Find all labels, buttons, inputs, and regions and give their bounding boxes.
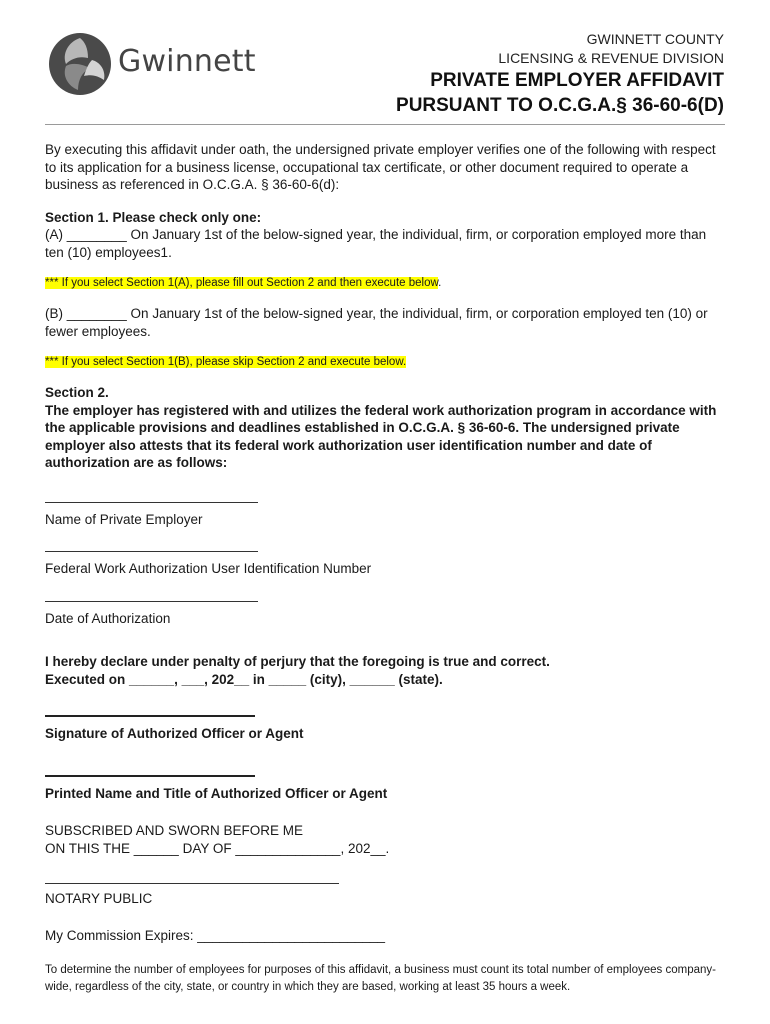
section2-text: The employer has registered with and utilizes the federal work authorization program in accordance with the applicable provisions and deadlines established in O.C.G.A. § 36-60-6. The undersigned private employer also attests that its federal work authorization user identification number and date of authorization are as follows: [45,402,717,470]
signature-line[interactable] [45,715,255,717]
commission-expires: My Commission Expires: _________________________ [45,927,385,943]
user-id-label: Federal Work Authorization User Identification Number [45,561,372,576]
form-title: PRIVATE EMPLOYER AFFIDAVIT [430,70,724,91]
sworn-block [45,822,725,857]
division-name: LICENSING & REVENUE DIVISION [498,50,724,66]
notary-label: NOTARY PUBLIC [45,891,153,906]
header-divider [45,124,725,125]
date-field[interactable] [45,601,725,628]
sworn-line2: ON THIS THE ______ DAY OF ______________, 202__. [45,840,390,856]
user-id-line[interactable] [45,551,258,552]
header-block [304,30,724,118]
footnote: To determine the number of employees for purposes of this affidavit, a business must count its total number of employees company-wide, regardless of the city, state, or country in which they are based, working at least 35 hours a week. [45,964,716,993]
employer-name-line[interactable] [45,502,258,503]
printed-name-label: Printed Name and Title of Authorized Officer or Agent [45,785,388,801]
section1-heading: Section 1. Please check only one: [45,209,262,225]
declaration-line1: I hereby declare under penalty of perjury that the foregoing is true and correct. [45,654,550,669]
form-body [45,141,725,995]
note-a-highlight: *** If you select Section 1(A), please fill out Section 2 and then execute below [45,277,439,289]
gwinnett-logo [48,32,258,96]
section2-heading: Section 2. [45,385,109,400]
option-b-text: (B) ________ On January 1st of the below-signed year, the individual, firm, or corporation employed ten (10) or fewer employees. [45,306,708,339]
date-line[interactable] [45,601,258,602]
signature-field[interactable] [45,715,725,743]
county-name: GWINNETT COUNTY [586,31,724,47]
option-a-text: (A) ________ On January 1st of the below-signed year, the individual, firm, or corporation employed more than ten (10) employees1. [45,227,707,260]
employer-name-field[interactable] [45,502,725,529]
form-subtitle: PURSUANT TO O.C.G.A.§ 36-60-6(D) [396,95,724,116]
user-id-field[interactable] [45,551,725,578]
gwinnett-logo-icon [48,32,112,96]
note-a-tail: . [438,277,442,289]
printed-name-line[interactable] [45,775,255,777]
printed-name-field[interactable] [45,775,725,803]
signature-label: Signature of Authorized Officer or Agent [45,726,304,741]
sworn-line1: SUBSCRIBED AND SWORN BEFORE ME [45,823,304,838]
note-a [45,275,725,291]
declaration-block [45,653,725,688]
notary-field[interactable] [45,883,725,908]
logo-wordmark: Gwinnett [118,44,256,79]
declaration-line2: Executed on ______, ___, 202__ in _____ (city), ______ (state). [45,671,443,687]
intro-paragraph: By executing this affidavit under oath, the undersigned private employer verifies one of the following with respect to its application for a business license, occupational tax certificate, or other document required to operate a business as referenced in O.C.G.A. § 36-60-6(d): [45,142,716,192]
notary-line[interactable] [45,883,339,884]
employer-name-label: Name of Private Employer [45,511,203,527]
note-b [45,354,725,370]
date-label: Date of Authorization [45,610,171,626]
note-b-highlight: *** If you select Section 1(B), please skip Section 2 and execute below. [45,356,407,368]
